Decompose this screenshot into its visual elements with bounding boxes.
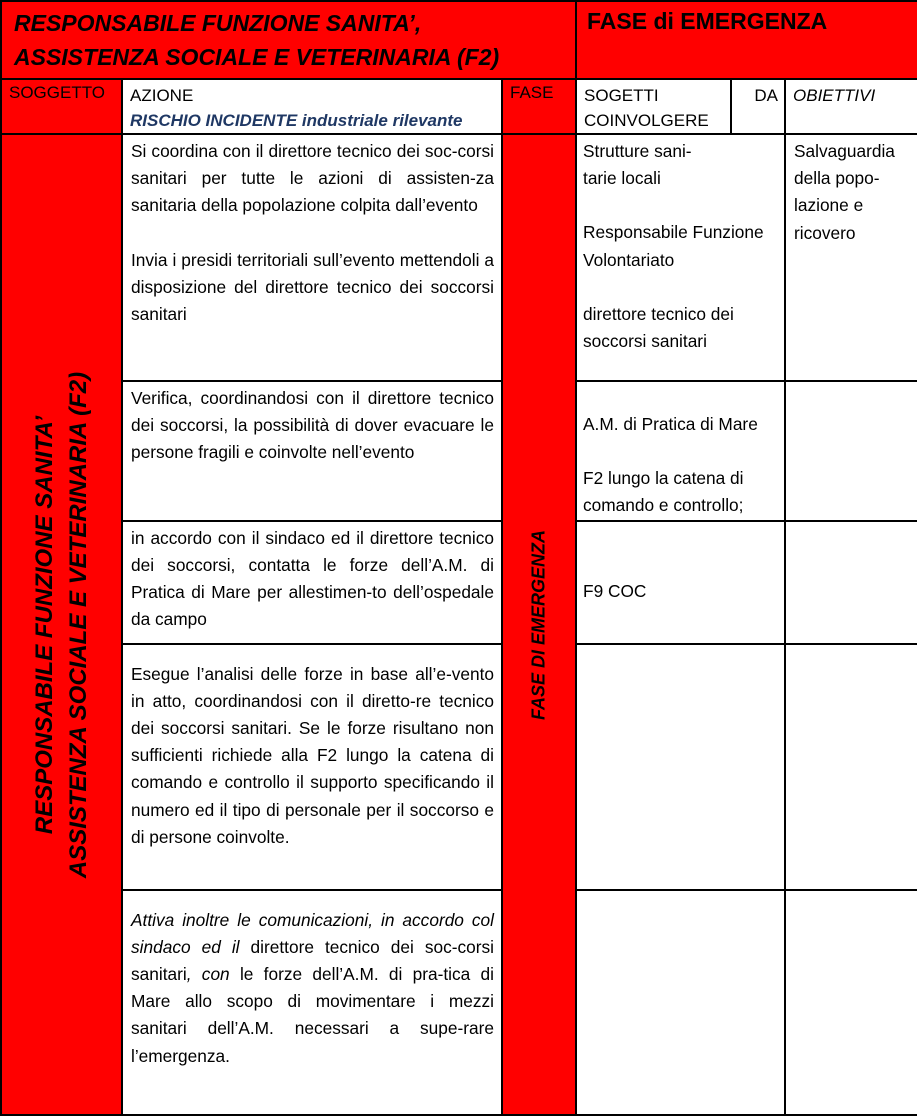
phase-title: FASE di EMERGENZA — [576, 1, 917, 79]
title-line-2: ASSISTENZA SOCIALE E VETERINARIA (F2) — [14, 44, 500, 70]
action-row-5 — [122, 890, 502, 1115]
soggetto-vertical-line-2: ASSISTENZA SOCIALE E VETERINARIA (F2) — [64, 371, 92, 878]
action-row-5-italic-2: , con — [186, 964, 230, 985]
action-row-2: Verifica, coordinandosi con il direttore tecnico dei soccorsi, la possibilità di dover evacuare le persone fragili e coinvolte nell’evento — [122, 381, 502, 521]
title-cell — [1, 1, 576, 79]
objective-row-4 — [785, 644, 917, 890]
action-row-5-italic-1: Attiva inoltre le comunicazioni, in accordo col sindaco ed il — [131, 909, 494, 957]
subjects-row-2-p2: F2 lungo la catena di comando e controllo; — [583, 468, 744, 516]
soggetti-line-1: SOGETTI — [584, 86, 659, 105]
objective-row-5 — [785, 890, 917, 1115]
subjects-row-1-p2: Responsabile Funzione Volontariato — [583, 222, 764, 270]
azione-label: AZIONE — [130, 86, 194, 105]
subjects-row-1-p3: direttore tecnico dei soccorsi sanitari — [583, 303, 734, 352]
header-azione — [122, 79, 502, 134]
header-fase: FASE — [502, 79, 576, 134]
subjects-row-1 — [576, 134, 785, 381]
subjects-row-3: F9 COC — [576, 521, 785, 644]
action-row-1-p1: Si coordina con il direttore tecnico dei soc-corsi sanitari per tutte le azioni di assisten-za sanitaria della popolazione colpita dall’evento — [131, 141, 494, 216]
header-soggetto: SOGGETTO — [1, 79, 122, 134]
action-row-4: Esegue l’analisi delle forze in base all’e-vento in atto, coordinandosi con il diretto-re tecnico dei soccorsi sanitari. Se le forze risultano non sufficienti richiede alla F2 lungo la catena di comando e controllo il supporto specificando il numero ed il tipo di personale per il soccorso e di persone coinvolte. — [122, 644, 502, 890]
subjects-row-5 — [576, 890, 785, 1115]
soggetto-vertical-line-1: RESPONSABILE FUNZIONE SANITA’ — [30, 415, 58, 834]
fase-vertical-label: FASE DI EMERGENZA — [528, 529, 549, 720]
subjects-row-2-p1: A.M. di Pratica di Mare — [583, 414, 758, 434]
header-obiettivi: OBIETTIVI — [785, 79, 917, 134]
action-row-1-p2: Invia i presidi territoriali sull’evento mettendoli a disposizione del direttore tecnico dei soccorsi sanitari — [131, 249, 494, 325]
action-row-5-text-2: le forze dell’A.M. di pra-tica di Mare allo scopo di movimentare i mezzi sanitari dell’A.M. necessari a supe-rare l’emergenza. — [131, 964, 495, 1066]
rischio-label: RISCHIO INCIDENTE industriale rilevante — [130, 111, 463, 130]
title-line-1: RESPONSABILE FUNZIONE SANITA’, — [14, 10, 422, 36]
header-soggetti — [576, 79, 731, 134]
subjects-row-1-p1: Strutture sani-tarie locali — [583, 141, 692, 189]
objective-row-3 — [785, 521, 917, 644]
action-row-3: in accordo con il sindaco ed il direttore tecnico dei soccorsi, contatta le forze dell’A.M. di Pratica di Mare per allestimen-to dell’ospedale da campo — [122, 521, 502, 644]
objective-row-2 — [785, 381, 917, 521]
soggetti-line-2: COINVOLGERE — [584, 111, 709, 130]
soggetto-vertical-label — [28, 371, 96, 877]
objective-row-1: Salvaguardia della popo-lazione e ricovero — [785, 134, 917, 381]
subjects-row-2 — [576, 381, 785, 521]
action-row-5-text-1: direttore tecnico dei soc-corsi sanitari — [131, 936, 494, 985]
header-da: DA — [731, 79, 785, 134]
subjects-row-4 — [576, 644, 785, 890]
action-row-1 — [122, 134, 502, 381]
fase-vertical-cell — [502, 134, 576, 1115]
soggetto-vertical-cell — [1, 134, 122, 1115]
